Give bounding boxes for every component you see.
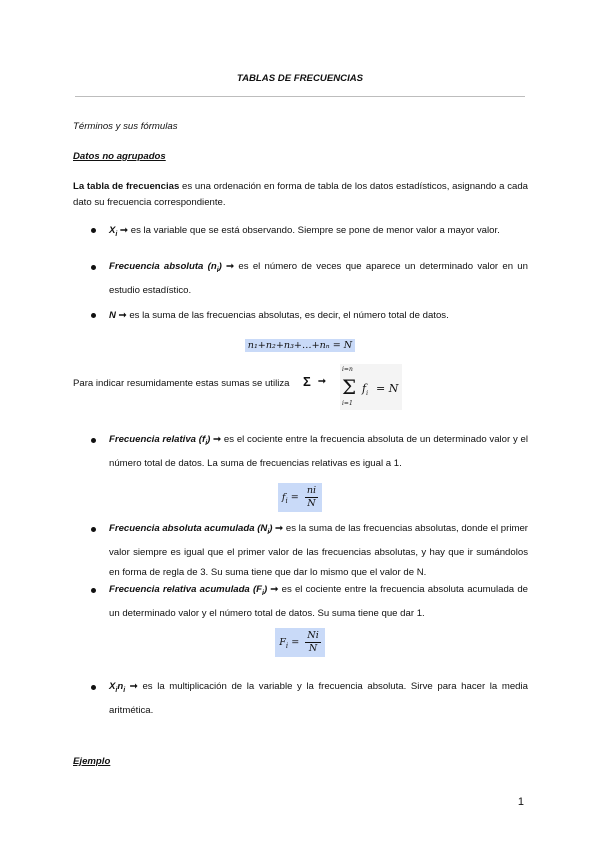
arrow-icon: ➞ — [270, 584, 279, 595]
list-item-xini — [109, 677, 528, 721]
intro-paragraph — [73, 179, 528, 211]
section-ungrouped-heading: Datos no agrupados — [73, 151, 166, 162]
xi-symbol: $X_i$ — [109, 225, 118, 238]
sum-formula-row — [0, 340, 600, 351]
rel-text: es el cociente entre la frecuencia absoluta de un determinado valor y el número total de datos. La suma de frecuencias relativas es igual a 1. — [109, 434, 528, 469]
arrow-icon: ➞ — [275, 523, 284, 534]
intro-bold: La tabla de frecuencias — [73, 181, 180, 192]
fi-formula: $f_i$ = $\frac{ni}{N}$ — [278, 483, 322, 512]
arrow-icon: ➞ — [213, 434, 222, 445]
list-item-abs — [109, 257, 528, 301]
arrow-icon: ➞ — [226, 261, 235, 272]
cum-label: Frecuencia absoluta acumulada $(N_i)$ — [109, 523, 273, 536]
bullet-icon — [91, 228, 96, 233]
intro-text: es una ordenación en forma de tabla de los datos estadísticos, asignando a cada dato su frecuencia correspondiente. — [73, 181, 528, 208]
cum-text: es la suma de las frecuencias absolutas, donde el primer valor siempre es igual que el primer valor de las frecuencias absolutas, y hay que ir sumándolos en forma de regla de 3. Su suma tiene que dar lo mismo que el valor de N. — [109, 523, 528, 578]
fi-fraction: $\frac{ni}{N}$ — [306, 485, 317, 509]
sigma-formula-image — [340, 364, 402, 410]
list-item-relcum — [109, 580, 528, 624]
arrow-icon: ➞ — [129, 681, 138, 692]
bullet-icon — [91, 265, 96, 270]
arrow-icon: ➞ — [118, 310, 127, 321]
list-item-rel — [109, 430, 528, 474]
arrow-icon: ➞ — [120, 225, 129, 236]
page-number: 1 — [517, 796, 524, 808]
arrow-icon: ➞ — [318, 376, 327, 387]
fi-formula-row — [0, 483, 600, 512]
sigma-intro: Para indicar resumidamente estas sumas se utiliza — [73, 378, 290, 389]
list-item-n — [109, 306, 528, 326]
rel-label: Frecuencia relativa $(f_i)$ — [109, 434, 211, 447]
abs-text: es el número de veces que aparece un determinado valor en un estudio estadístico. — [109, 261, 528, 296]
sigma-bottom: i=1 — [342, 400, 353, 407]
bullet-icon — [91, 588, 96, 593]
list-item-xi — [109, 221, 528, 245]
xini-text: es la multiplicación de la variable y la frecuencia absoluta. Sirve para hacer la media aritmética. — [109, 681, 528, 716]
n-text: es la suma de las frecuencias absolutas, es decir, el número total de datos. — [126, 310, 449, 321]
abs-label: Frecuencia absoluta $(n_i)$ — [109, 261, 222, 274]
sum-formula: n₁+n₂+n₃+…+nₙ = N — [245, 339, 355, 352]
bullet-icon — [91, 438, 96, 443]
n-symbol: N — [109, 310, 116, 321]
Fi-formula-row — [0, 628, 600, 657]
example-heading: Ejemplo — [73, 756, 111, 767]
sigma-big: Σ — [342, 375, 357, 399]
xini-symbol: $X_in_i$ — [109, 681, 126, 694]
sigma-body: $f_i$ — [362, 382, 368, 398]
bullet-icon — [91, 685, 96, 690]
relcum-text: es el cociente entre la frecuencia absoluta acumulada de un determinado valor y el número total de datos. Su suma tiene que dar 1. — [109, 584, 529, 619]
sigma-symbol: Σ — [303, 374, 311, 389]
page-title: TABLAS DE FRECUENCIAS — [236, 73, 364, 84]
bullet-icon — [91, 527, 96, 532]
list-item-cum — [109, 519, 528, 583]
sigma-top: i=n — [342, 366, 353, 373]
Fi-formula: $F_i$ = $\frac{Ni}{N}$ — [275, 628, 325, 657]
Fi-fraction: $\frac{Ni}{N}$ — [307, 630, 319, 654]
title-divider — [75, 96, 525, 97]
xi-text: es la variable que se está observando. Siempre se pone de menor valor a mayor valor. — [128, 225, 500, 236]
section-terms-heading: Términos y sus fórmulas — [73, 121, 178, 132]
bullet-icon — [91, 313, 96, 318]
sigma-eq: = N — [376, 382, 399, 395]
relcum-label: Frecuencia relativa acumulada $(F_i)$ — [109, 584, 268, 597]
